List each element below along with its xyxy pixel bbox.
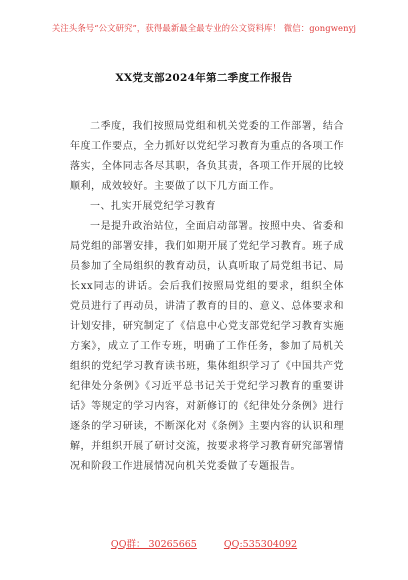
- contact-footer: [0, 536, 408, 550]
- promo-banner: 关注头条号“公文研究”，获得最新最全最专业的公文资料库！ 微信：gongwenyj: [51, 23, 357, 33]
- intro-paragraph: 二季度，我们按照局党组和机关党委的工作部署，结合年度工作要点，全力抓好以党纪学习教育为重点的各项工作落实，全体同志各尽其职，各负其责，各项工作开展的比较顺利，成效较好。主要做了以下几方面工作。: [70, 121, 344, 192]
- document-title: XX党支部2024年第二季度工作报告: [115, 72, 293, 84]
- section-heading: 一、扎实开展党纪学习教育: [90, 201, 216, 212]
- document-body: [70, 117, 344, 477]
- body-paragraph: 一是提升政治站位，全面启动部署。按照中央、省委和局党组的部署安排，我们如期开展了党纪学习教育。班子成员参加了全局组织的教育动员，认真听取了局党组书记、局长xx同志的讲话。会后我们按照局党组的要求，组织全体党员进行了再动员，讲清了教育的目的、意义、总体要求和计划安排，研究制定了《信息中心党支部党纪学习教育实施方案》，成立了工作专班，明确了工作任务，参加了局机关组织的党纪学习教育读书班，集体组织学习了《中国共产党纪律处分条例》《习近平总书记关于党纪学习教育的重要讲话》等规定的学习内容，对新修订的《纪律处分条例》进行逐条的学习研读，不断深化对《条例》主要内容的认识和理解，并组织开展了研讨交流，按要求将学习教育研究部署情况和阶段工作进展情况向机关党委做了专题报告。: [70, 221, 344, 472]
- qq-contact-link[interactable]: QQ:535304092: [223, 539, 298, 550]
- qq-group-link[interactable]: QQ群： 30265665: [110, 539, 197, 550]
